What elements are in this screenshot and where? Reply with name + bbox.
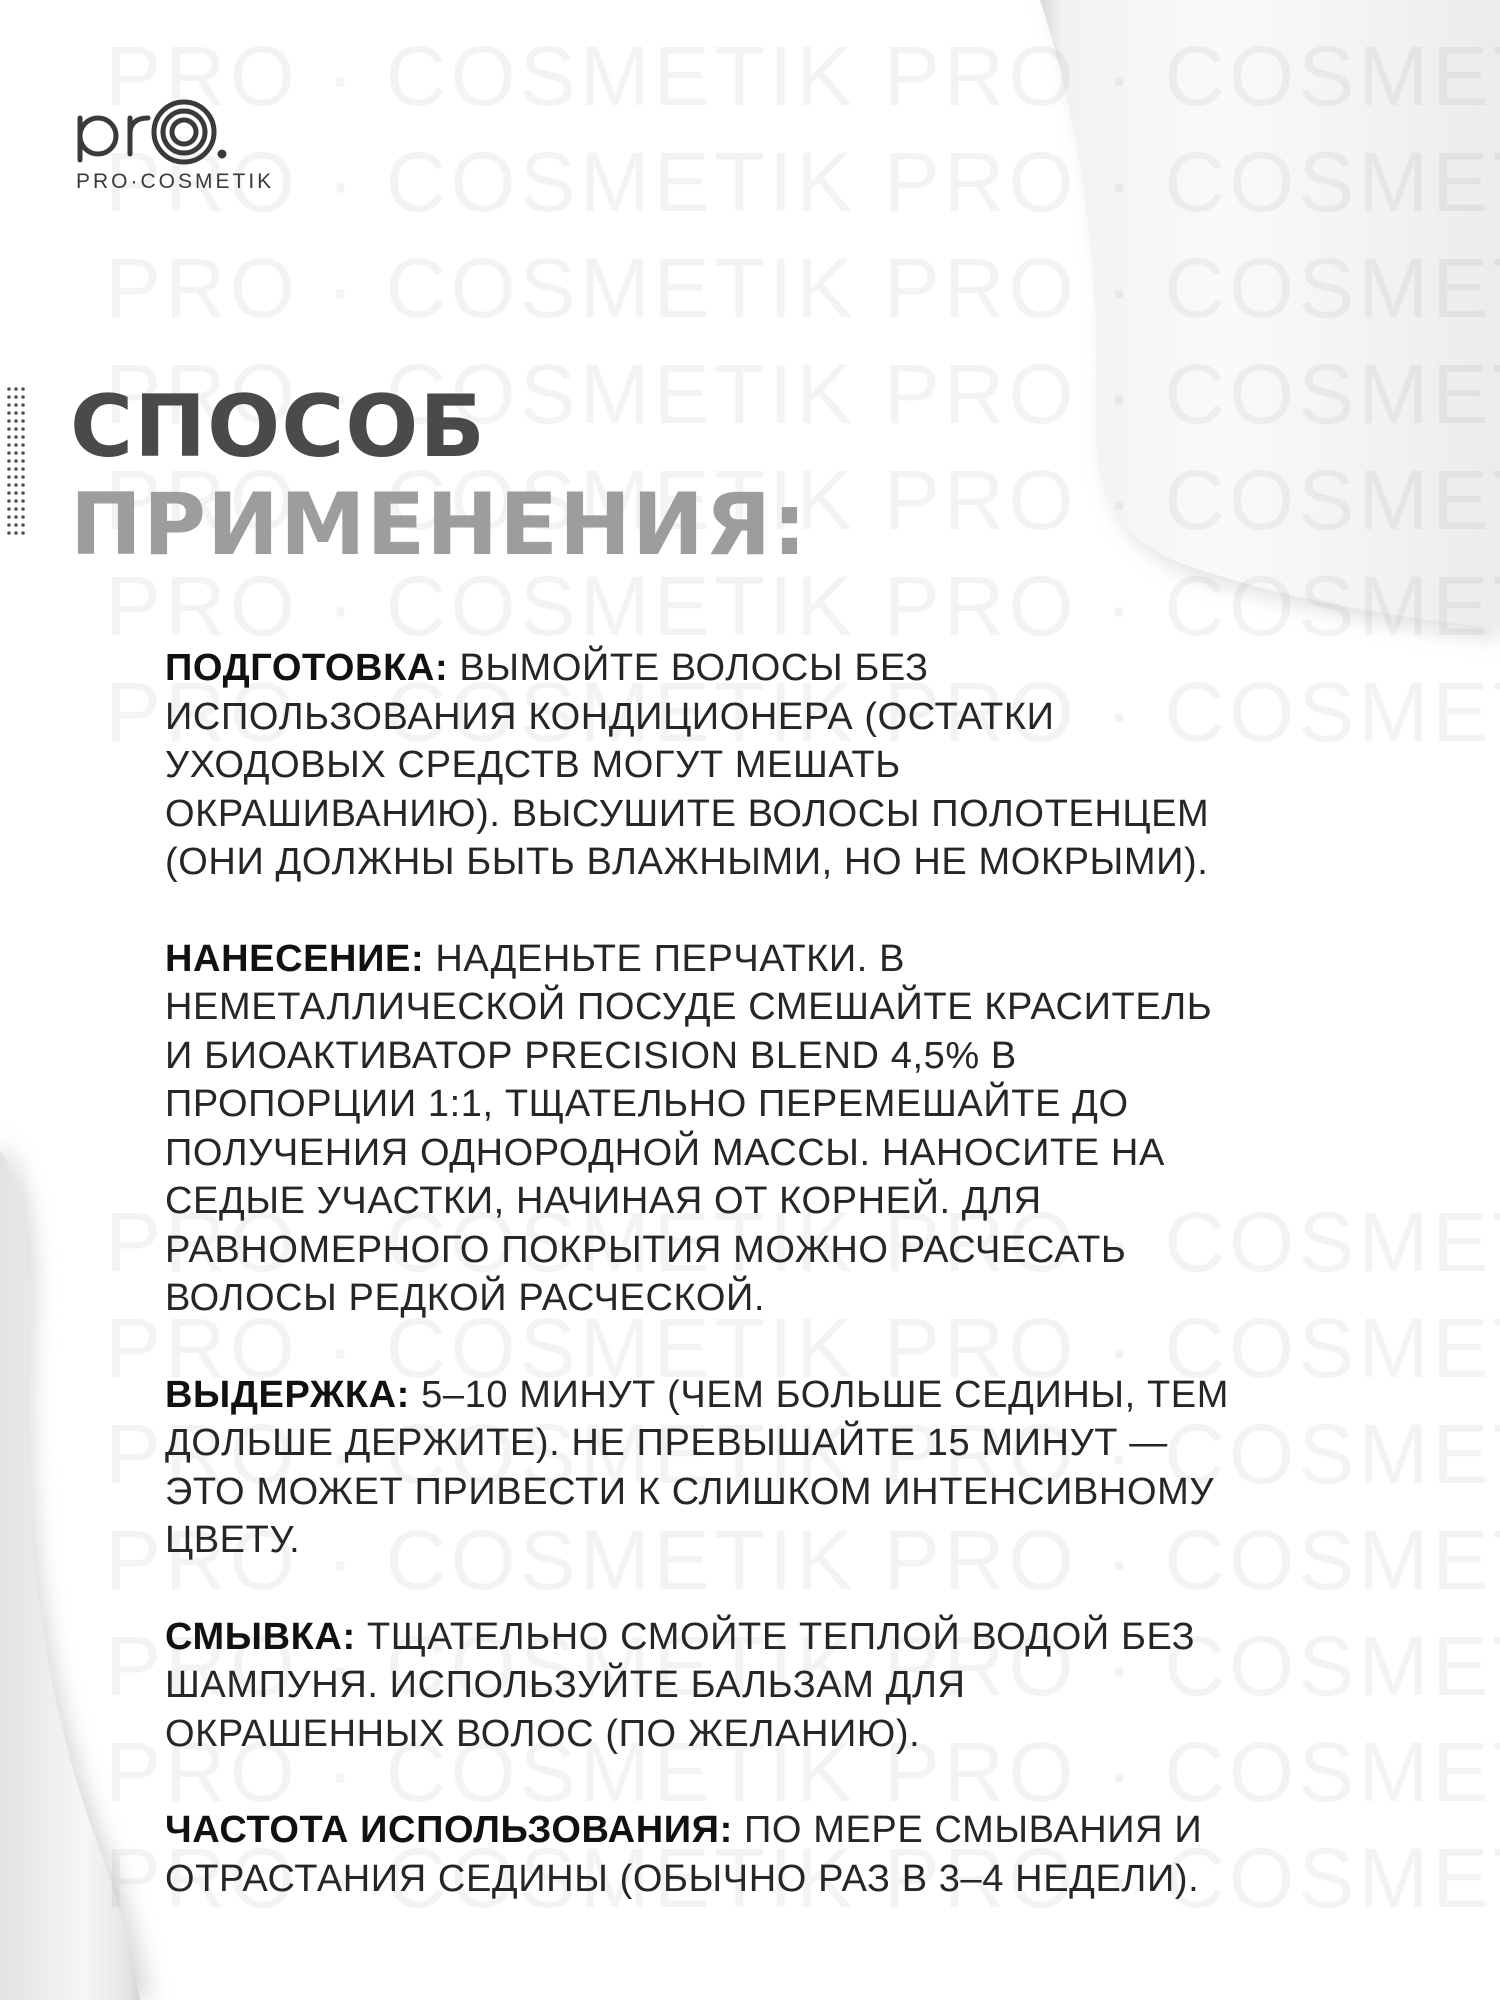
section-line: ЭТО МОЖЕТ ПРИВЕСТИ К СЛИШКОМ ИНТЕНСИВНОМУ [165, 1470, 1215, 1513]
title-line-2: ПРИМЕНЕНИЯ: [70, 475, 808, 575]
section-frequency [165, 1806, 1365, 1903]
section-label: ВЫДЕРЖКА: [165, 1373, 410, 1416]
section-label: СМЫВКА: [165, 1615, 356, 1658]
section-line: ПОЛУЧЕНИЯ ОДНОРОДНОЙ МАССЫ. НАНОСИТЕ НА [165, 1131, 1165, 1174]
section-line: ПРОПОРЦИИ 1:1, ТЩАТЕЛЬНО ПЕРЕМЕШАЙТЕ ДО [165, 1083, 1129, 1125]
section-label: ЧАСТОТА ИСПОЛЬЗОВАНИЯ: [165, 1809, 733, 1851]
title-line-1: СПОСОБ [70, 377, 486, 477]
section-line: НЕМЕТАЛЛИЧЕСКОЙ ПОСУДЕ СМЕШАЙТЕ КРАСИТЕЛЬ [165, 986, 1213, 1028]
section-preparation [165, 644, 1365, 887]
section-line: ОКРАШИВАНИЮ). ВЫСУШИТЕ ВОЛОСЫ ПОЛОТЕНЦЕМ [165, 792, 1210, 835]
logo-mark-icon [72, 88, 292, 168]
section-line: ЦВЕТУ. [165, 1519, 301, 1561]
section-line: ШАМПУНЯ. ИСПОЛЬЗУЙТЕ БАЛЬЗАМ ДЛЯ [165, 1664, 966, 1706]
section-line: СЕДЫЕ УЧАСТКИ, НАЧИНАЯ ОТ КОРНЕЙ. ДЛЯ [165, 1180, 1042, 1222]
section-text: ВЫМОЙТЕ ВОЛОСЫ БЕЗ [459, 647, 929, 689]
dot-grid-decoration [6, 386, 26, 538]
section-line: УХОДОВЫХ СРЕДСТВ МОГУТ МЕШАТЬ [165, 744, 901, 786]
section-application [165, 935, 1365, 1323]
left-shape [0, 1150, 140, 2000]
section-line: ИСПОЛЬЗОВАНИЯ КОНДИЦИОНЕРА (ОСТАТКИ [165, 695, 1055, 738]
section-line: ДОЛЬШЕ ДЕРЖИТЕ). НЕ ПРЕВЫШАЙТЕ 15 МИНУТ — [165, 1422, 1168, 1464]
section-text: ПО МЕРЕ СМЫВАНИЯ И [744, 1809, 1203, 1851]
section-label: ПОДГОТОВКА: [165, 647, 449, 689]
page-title [70, 378, 808, 574]
section-line [165, 644, 1365, 693]
section-exposure [165, 1371, 1365, 1565]
top-right-shape [1040, 0, 1500, 628]
section-line: (ОНИ ДОЛЖНЫ БЫТЬ ВЛАЖНЫМИ, НО НЕ МОКРЫМИ). [165, 841, 1209, 883]
section-line: РАВНОМЕРНОГО ПОКРЫТИЯ МОЖНО РАСЧЕСАТЬ [165, 1228, 1127, 1271]
section-line [165, 1613, 1365, 1662]
section-line [165, 1371, 1365, 1420]
section-text: ТЩАТЕЛЬНО СМОЙТЕ ТЕПЛОЙ ВОДОЙ БЕЗ [366, 1615, 1196, 1658]
section-line: И БИОАКТИВАТОР PRECISION BLEND 4,5% В [165, 1034, 1017, 1077]
section-line [165, 935, 1365, 984]
section-line: ВОЛОСЫ РЕДКОЙ РАСЧЕСКОЙ. [165, 1277, 766, 1319]
brand-logo [72, 88, 292, 198]
section-line [165, 1806, 1365, 1855]
section-rinse [165, 1613, 1365, 1759]
section-label: НАНЕСЕНИЕ: [165, 937, 425, 980]
section-text: НАДЕНЬТЕ ПЕРЧАТКИ. В [435, 937, 906, 980]
instructions [165, 644, 1365, 1951]
section-line: ОКРАШЕННЫХ ВОЛОС (ПО ЖЕЛАНИЮ). [165, 1712, 921, 1755]
section-line: ОТРАСТАНИЯ СЕДИНЫ (ОБЫЧНО РАЗ В 3–4 НЕДЕЛИ). [165, 1857, 1200, 1900]
brand-name: PRO·COSMETIK [76, 170, 275, 193]
section-text: 5–10 МИНУТ (ЧЕМ БОЛЬШЕ СЕДИНЫ, ТЕМ [421, 1373, 1229, 1416]
